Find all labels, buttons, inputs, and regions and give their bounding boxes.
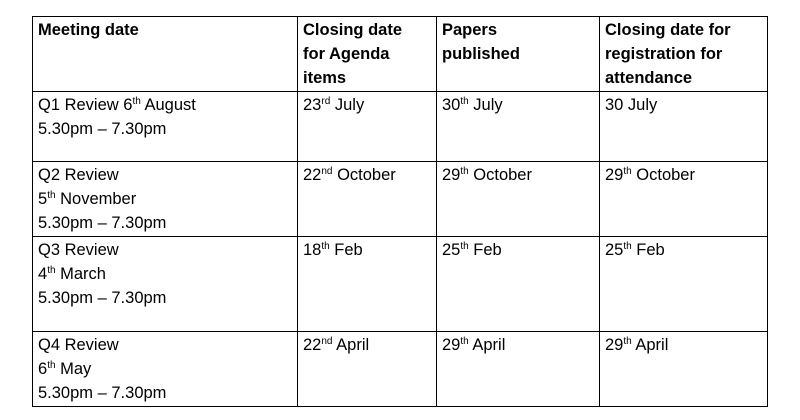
date-day: 25 — [442, 241, 461, 259]
meeting-title-text: Q2 Review — [38, 166, 119, 184]
ordinal-suffix: th — [47, 265, 56, 276]
date-day: 22 — [303, 336, 322, 354]
meeting-date-line — [38, 187, 292, 211]
header-papers-published — [437, 17, 600, 92]
registration-closing-cell — [600, 237, 768, 332]
ordinal-suffix: th — [47, 360, 56, 371]
meeting-date-line — [38, 262, 292, 286]
ordinal-suffix: nd — [321, 166, 333, 177]
meeting-date-line — [38, 93, 292, 117]
date-day: 29 — [442, 166, 461, 184]
date-month: Feb — [468, 241, 502, 259]
date-day: 30 July — [605, 96, 658, 114]
date-day: 23 — [303, 96, 322, 114]
date-month: Feb — [329, 241, 363, 259]
meeting-date-text: Q1 Review 6 — [38, 96, 133, 114]
header-papers-published-line: published — [442, 45, 520, 63]
header-closing-agenda-line: Closing date — [303, 21, 403, 39]
table-row — [33, 92, 768, 162]
date-month: May — [55, 360, 92, 378]
date-month: April — [468, 336, 506, 354]
header-meeting-date-text: Meeting date — [38, 21, 139, 39]
header-closing-agenda-line: items — [303, 69, 347, 87]
ordinal-suffix: th — [460, 166, 469, 177]
ordinal-suffix: th — [321, 241, 330, 252]
date-day: 18 — [303, 241, 322, 259]
date-month: Feb — [631, 241, 665, 259]
papers-published-cell — [437, 237, 600, 332]
agenda-closing-cell — [298, 237, 437, 332]
agenda-closing-cell — [298, 92, 437, 162]
ordinal-suffix: nd — [321, 336, 333, 347]
header-closing-registration-line: attendance — [605, 69, 693, 87]
date-month: October — [468, 166, 532, 184]
meeting-month-text: August — [140, 96, 196, 114]
date-month: November — [55, 190, 137, 208]
date-month: April — [631, 336, 669, 354]
ordinal-suffix: th — [623, 241, 632, 252]
registration-closing-cell — [600, 162, 768, 237]
date-month: July — [330, 96, 365, 114]
papers-published-cell — [437, 162, 600, 237]
meeting-time-text: 5.30pm – 7.30pm — [38, 384, 167, 402]
date-day: 29 — [605, 166, 624, 184]
meeting-date-cell — [33, 92, 298, 162]
ordinal-suffix: th — [460, 241, 469, 252]
agenda-closing-cell — [298, 332, 437, 407]
meeting-time-text: 5.30pm – 7.30pm — [38, 120, 167, 138]
date-day: 4 — [38, 265, 48, 283]
meeting-time-text: 5.30pm – 7.30pm — [38, 214, 167, 232]
date-day: 6 — [38, 360, 48, 378]
table-row — [33, 237, 768, 332]
meeting-title-text: Q4 Review — [38, 336, 119, 354]
table-header-row — [33, 17, 768, 92]
agenda-closing-cell — [298, 162, 437, 237]
meeting-title-text: Q3 Review — [38, 241, 119, 259]
date-day: 22 — [303, 166, 322, 184]
header-closing-agenda-line: for Agenda — [303, 45, 390, 63]
ordinal-suffix: th — [47, 190, 56, 201]
ordinal-suffix: th — [460, 96, 469, 107]
papers-published-cell — [437, 92, 600, 162]
registration-closing-cell — [600, 332, 768, 407]
meeting-date-cell — [33, 237, 298, 332]
date-day: 25 — [605, 241, 624, 259]
date-month: July — [468, 96, 503, 114]
ordinal-suffix: th — [623, 336, 632, 347]
date-day: 29 — [605, 336, 624, 354]
date-month: October — [631, 166, 695, 184]
header-closing-registration — [600, 17, 768, 92]
date-day: 30 — [442, 96, 461, 114]
meeting-schedule-table — [32, 16, 768, 407]
date-month: April — [332, 336, 370, 354]
meeting-date-cell — [33, 162, 298, 237]
date-month: March — [55, 265, 106, 283]
header-papers-published-line: Papers — [442, 21, 498, 39]
ordinal-suffix: th — [460, 336, 469, 347]
ordinal-suffix: th — [132, 96, 141, 107]
header-closing-registration-line: Closing date for — [605, 21, 731, 39]
papers-published-cell — [437, 332, 600, 407]
meeting-date-line — [38, 357, 292, 381]
registration-closing-cell — [600, 92, 768, 162]
ordinal-suffix: th — [623, 166, 632, 177]
meeting-time-text: 5.30pm – 7.30pm — [38, 289, 167, 307]
date-day: 29 — [442, 336, 461, 354]
date-month: October — [332, 166, 396, 184]
ordinal-suffix: rd — [321, 96, 331, 107]
header-closing-registration-line: registration for — [605, 45, 723, 63]
meeting-date-cell — [33, 332, 298, 407]
header-closing-agenda — [298, 17, 437, 92]
header-meeting-date — [33, 17, 298, 92]
table-row — [33, 162, 768, 237]
table-row — [33, 332, 768, 407]
date-day: 5 — [38, 190, 48, 208]
